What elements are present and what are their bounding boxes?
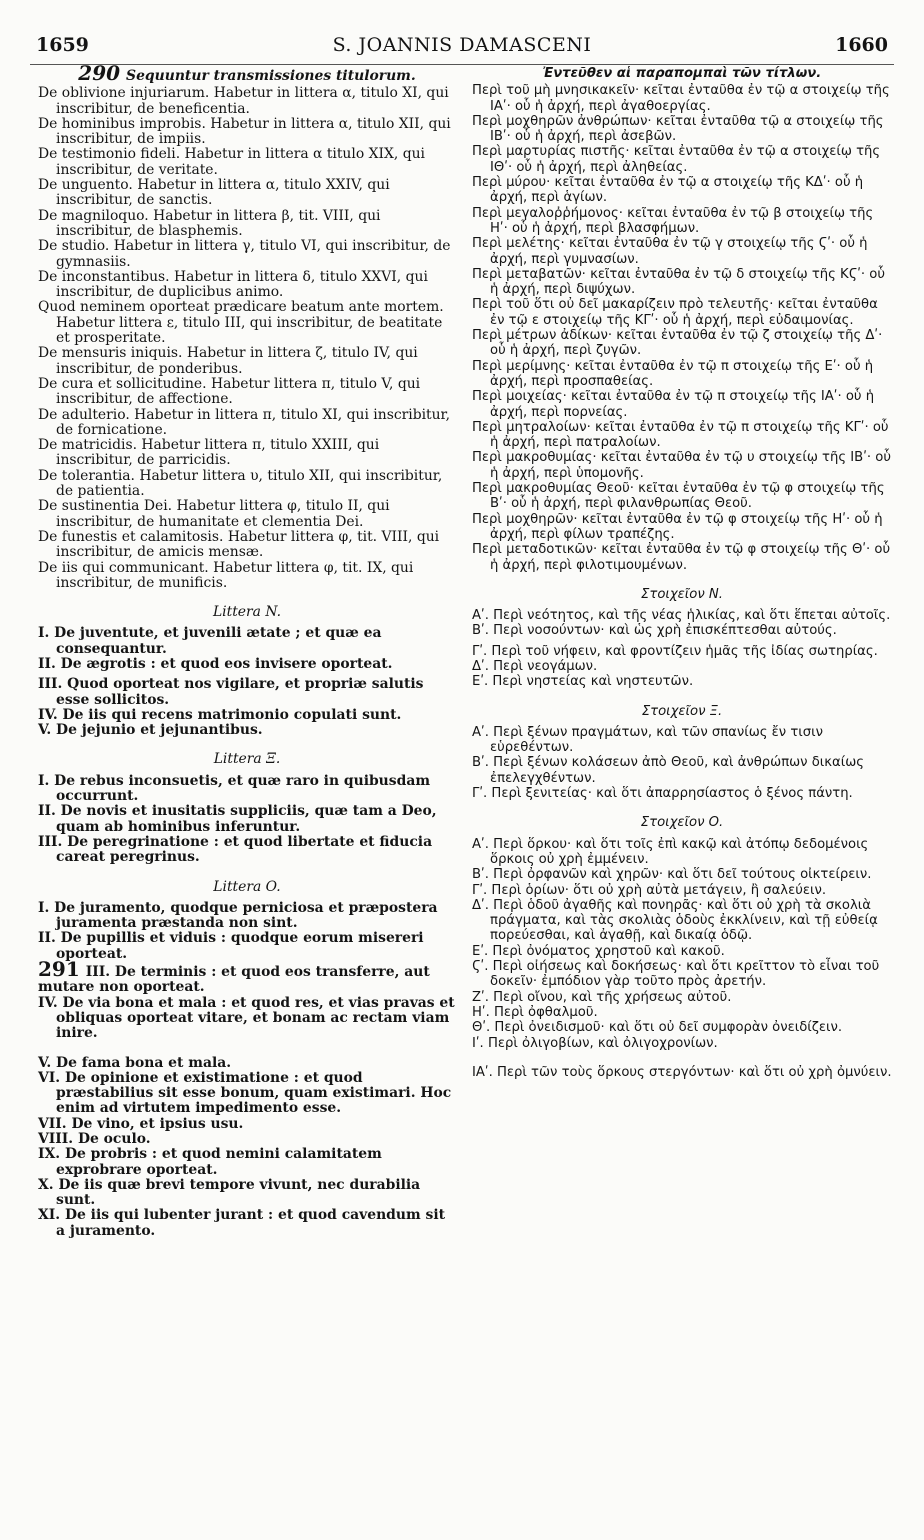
latin-section-o-title: Littera O. <box>213 878 281 895</box>
greek-x-item: Γʹ. Περὶ ξενιτείας· καὶ ὅτι ἀπαρρησίαστος ὁ ξένος πάντη. <box>472 786 853 802</box>
latin-entry: De testimonio fideli. Habetur in littera α titulo XIX, qui inscribitur, de veritate. <box>38 146 425 178</box>
latin-o-item: X. De iis quæ brevi tempore vivunt, nec durabilia sunt. <box>38 1176 421 1209</box>
latin-o-item: IX. De probris : et quod nemini calamitatem exprobrare oporteat. <box>38 1146 382 1178</box>
greek-o-item: Γʹ. Περὶ ὁρίων· ὅτι οὐ χρὴ αὐτὰ μετάγειν, ἢ σαλεύειν. <box>472 882 827 898</box>
greek-entry: Περὶ μέτρων ἀδίκων· κεῖται ἐνταῦθα ἐν τῷ ζ στοιχείῳ τῆς Δʹ· οὗ ἡ ἀρχή, περὶ ζυγῶν. <box>472 328 883 359</box>
greek-o-item: Θʹ. Περὶ ὀνειδισμοῦ· καὶ ὅτι οὐ δεῖ συμφορὰν ὀνειδίζειν. <box>472 1020 843 1036</box>
latin-n-item: I. De juventute, et juvenili ætate ; et quæ ea consequantur. <box>38 625 382 657</box>
greek-n-item: Εʹ. Περὶ νηστείας καὶ νηστευτῶν. <box>472 674 694 690</box>
latin-section-x-title: Littera Ξ. <box>213 751 281 768</box>
greek-entry: Περὶ μοχθηρῶν ἀνθρώπων· κεῖται ἐνταῦθα τῷ α στοιχείῳ τῆς ΙΒʹ· οὗ ἡ ἀρχή, περὶ ἀσεβῶν. <box>472 113 884 145</box>
greek-heading: Ἐντεῦθεν αἱ παραπομπαὶ τῶν τίτλων. <box>542 66 822 81</box>
greek-n-item: Δʹ. Περὶ νεογάμων. <box>472 658 598 674</box>
greek-section-n-title: Στοιχεῖον Ν. <box>641 586 723 602</box>
latin-heading: Sequuntur transmissiones titulorum. <box>126 68 416 84</box>
latin-entry: De matricidis. Habetur littera π, titulo XXIII, qui inscribitur, de parricidis. <box>38 437 380 469</box>
latin-x-item: I. De rebus inconsuetis, et quæ raro in quibusdam occurrunt. <box>38 772 431 805</box>
greek-o-item: Ιʹ. Περὶ ὀλιγοβίων, καὶ ὀλιγοχρονίων. <box>472 1035 718 1051</box>
latin-entry: De iis qui communicant. Habetur littera φ, tit. IX, qui inscribitur, de munificis. <box>38 559 414 591</box>
latin-entry: De funestis et calamitosis. Habetur littera φ, tit. VIII, qui inscribitur, de amicis mensæ. <box>38 528 440 561</box>
greek-o-item: Βʹ. Περὶ ὀρφανῶν καὶ χηρῶν· καὶ ὅτι δεῖ τούτους οἰκτείρειν. <box>472 867 872 883</box>
greek-section-o-title: Στοιχεῖον Ο. <box>640 815 724 831</box>
latin-entry: De cura et sollicitudine. Habetur littera π, titulo V, qui inscribitur, de affectione. <box>38 375 421 408</box>
latin-entry: De adulterio. Habetur in littera π, titulo XI, qui inscribitur, de fornicatione. <box>38 406 451 438</box>
left-page-number: 1659 <box>36 34 89 56</box>
latin-entry: De sustinentia Dei. Habetur littera φ, titulo II, qui inscribitur, de humanitate et clementia Dei. <box>38 498 390 530</box>
latin-entry: Quod neminem oporteat prædicare beatum ante mortem. Habetur littera ε, titulo III, qui inscribitur, de beatitate et prosperitate. <box>38 299 444 347</box>
running-header <box>30 30 894 65</box>
greek-entry: Περὶ μερίμνης· κεῖται ἐνταῦθα ἐν τῷ π στοιχείῳ τῆς Εʹ· οὗ ἡ ἀρχή, περὶ προσπαθείας. <box>472 358 874 389</box>
greek-column <box>472 66 892 1080</box>
latin-o-item: IV. De via bona et mala : et quod res, et vias pravas et obliquas oporteat vitare, et bonam ac rectam viam inire. <box>38 994 455 1042</box>
latin-section-n-title: Littera N. <box>212 604 282 621</box>
greek-entry: Περὶ μύρου· κεῖται ἐνταῦθα ἐν τῷ α στοιχείῳ τῆς ΚΔʹ· οὗ ἡ ἀρχή, περὶ ἁγίων. <box>472 175 864 206</box>
latin-o-item: XI. De iis qui lubenter jurant : et quod cavendum sit a juramento. <box>38 1207 446 1239</box>
latin-entry: De hominibus improbis. Habetur in littera α, titulo XII, qui inscribitur, de impiis. <box>38 115 451 148</box>
latin-column <box>38 61 456 1239</box>
latin-o-item: II. De pupillis et viduis : quodque eorum misereri oporteat. <box>38 930 424 962</box>
latin-n-item: IV. De iis qui recens matrimonio copulati sunt. <box>38 706 402 723</box>
greek-o-item: Ϛʹ. Περὶ οἰήσεως καὶ δοκήσεως· καὶ ὅτι κρεῖττον τὸ εἶναι τοῦ δοκεῖν· ἐμπόδιον γὰρ τοῦτο πρὸς ἀρετήν. <box>472 959 880 990</box>
greek-o-item: Αʹ. Περὶ ὅρκου· καὶ ὅτι τοῖς ἐπὶ κακῷ καὶ ἀτόπῳ δεδομένοις ὅρκοις οὐ χρὴ ἐμμένειν. <box>472 836 869 867</box>
greek-entry: Περὶ μελέτης· κεῖται ἐνταῦθα ἐν τῷ γ στοιχείῳ τῆς Ϛʹ· οὗ ἡ ἀρχή, περὶ γυμνασίων. <box>472 236 868 267</box>
latin-o-item: V. De fama bona et mala. <box>38 1054 232 1071</box>
greek-o-item: Δʹ. Περὶ ὁδοῦ ἀγαθῆς καὶ πονηρᾶς· καὶ ὅτι οὐ χρὴ τὰ σκολιὰ πράγματα, καὶ τὰς σκολιὰς ὁδοὺς ἐκκλίνειν, καὶ τῇ εὐθείᾳ πορεύεσθαι, καὶ ἀγαθῇ, καὶ δικαίᾳ ὁδῷ. <box>472 897 878 944</box>
greek-n-item: Βʹ. Περὶ νοσούντων· καὶ ὡς χρὴ ἐπισκέπτεσθαι αὐτούς. <box>472 623 837 639</box>
greek-x-item: Αʹ. Περὶ ξένων πραγμάτων, καὶ τῶν σπανίως ἔν τισιν εὑρεθέντων. <box>472 724 823 756</box>
latin-entry: De magniloquo. Habetur in littera β, tit. VIII, qui inscribitur, de blasphemis. <box>38 207 381 239</box>
marginal-number-291: 291 <box>38 957 80 982</box>
greek-entry: Περὶ μακροθυμίας· κεῖται ἐνταῦθα ἐν τῷ υ στοιχείῳ τῆς ΙΒʹ· οὗ ἡ ἀρχή, περὶ ὑπομονῆς. <box>472 450 891 481</box>
spacer <box>38 1042 456 1056</box>
latin-entry: De unguento. Habetur in littera α, titulo XXIV, qui inscribitur, de sanctis. <box>38 177 390 209</box>
greek-entry: Περὶ μοχθηρῶν· κεῖται ἐνταῦθα ἐν τῷ φ στοιχείῳ τῆς Ηʹ· οὗ ἡ ἀρχή, περὶ φίλων τραπέζης. <box>472 511 883 542</box>
greek-o-item: Ηʹ. Περὶ ὀφθαλμοῦ. <box>472 1004 598 1020</box>
latin-x-item: III. De peregrinatione : et quod libertate et fiducia careat peregrinus. <box>38 833 433 866</box>
greek-entry: Περὶ μεταβατῶν· κεῖται ἐνταῦθα ἐν τῷ δ στοιχείῳ τῆς ΚϚʹ· οὗ ἡ ἀρχή, περὶ διψύχων. <box>472 266 885 298</box>
greek-o-item: ΙΑʹ. Περὶ τῶν τοὺς ὅρκους στεργόντων· καὶ ὅτι οὐ χρὴ ὀμνύειν. <box>472 1064 892 1080</box>
spacer <box>472 1051 892 1065</box>
latin-entry: De oblivione injuriarum. Habetur in littera α, titulo XI, qui inscribitur, de beneficentia. <box>38 85 449 117</box>
greek-o-item: Εʹ. Περὶ ὀνόματος χρηστοῦ καὶ κακοῦ. <box>472 943 725 959</box>
latin-entry: De studio. Habetur in littera γ, titulo VI, qui inscribitur, de gymnasiis. <box>38 238 451 270</box>
latin-o-item: VII. De vino, et ipsius usu. <box>38 1115 244 1132</box>
greek-n-item: Αʹ. Περὶ νεότητος, καὶ τῆς νέας ἡλικίας, καὶ ὅτι ἕπεται αὐτοῖς. <box>472 608 891 624</box>
latin-o-item: VI. De opinione et existimatione : et quod præstabilius sit esse bonum, quam existimari. Hoc enim ad virtutem impedimento esse. <box>38 1069 452 1117</box>
latin-entry: De inconstantibus. Habetur in littera δ, titulo XXVI, qui inscribitur, de duplicibus animo. <box>38 268 428 301</box>
greek-n-item: Γʹ. Περὶ τοῦ νήφειν, καὶ φροντίζειν ἡμᾶς τῆς ἰδίας σωτηρίας. <box>472 643 878 659</box>
greek-entry: Περὶ μακροθυμίας Θεοῦ· κεῖται ἐνταῦθα ἐν τῷ φ στοιχείῳ τῆς Βʹ· οὗ ἡ ἀρχή, περὶ φιλανθρωπίας Θεοῦ. <box>472 481 885 512</box>
greek-entry: Περὶ μεγαλοῤῥήμονος· κεῖται ἐνταῦθα ἐν τῷ β στοιχείῳ τῆς Ηʹ· οὗ ἡ ἀρχή, περὶ βλασφήμων. <box>472 205 874 236</box>
latin-o-item-row-291 <box>38 957 456 996</box>
latin-entry: De tolerantia. Habetur littera υ, titulo XII, qui inscribitur, de patientia. <box>38 467 443 500</box>
greek-entry: Περὶ μαρτυρίας πιστῆς· κεῖται ἐνταῦθα ἐν τῷ α στοιχείῳ τῆς ΙΘʹ· οὗ ἡ ἀρχή, περὶ ἀληθείας. <box>472 144 881 175</box>
greek-entry: Περὶ μητραλοίων· κεῖται ἐνταῦθα ἐν τῷ π στοιχείῳ τῆς ΚΓʹ· οὗ ἡ ἀρχή, περὶ πατραλοίων. <box>472 419 889 451</box>
greek-entry: Περὶ τοῦ μὴ μνησικακεῖν· κεῖται ἐνταῦθα ἐν τῷ α στοιχείῳ τῆς ΙΑʹ· οὗ ἡ ἀρχή, περὶ ἀγαθοεργίας. <box>472 83 890 114</box>
latin-n-item: III. Quod oporteat nos vigilare, et propriæ salutis esse sollicitos. <box>38 676 424 708</box>
latin-x-item: II. De novis et inusitatis suppliciis, quæ tam a Deo, quam ab hominibus inferuntur. <box>38 803 437 835</box>
latin-o-item: I. De juramento, quodque perniciosa et præpostera juramenta præstanda non sint. <box>38 899 438 932</box>
greek-x-item: Βʹ. Περὶ ξένων κολάσεων ἀπὸ Θεοῦ, καὶ ἀνθρώπων δικαίως ἐπελεγχθέντων. <box>472 755 864 786</box>
greek-o-item: Ζʹ. Περὶ οἴνου, καὶ τῆς χρήσεως αὐτοῦ. <box>472 989 732 1005</box>
greek-section-x-title: Στοιχεῖον Ξ. <box>641 703 723 719</box>
right-page-number: 1660 <box>835 34 888 56</box>
latin-n-item: II. De ægrotis : et quod eos invisere oporteat. <box>38 655 393 672</box>
latin-n-item: V. De jejunio et jejunantibus. <box>38 722 263 739</box>
greek-entry: Περὶ μοιχείας· κεῖται ἐνταῦθα ἐν τῷ π στοιχείῳ τῆς ΙΑʹ· οὗ ἡ ἀρχή, περὶ πορνείας. <box>472 389 875 420</box>
latin-entry: De mensuris iniquis. Habetur in littera ζ, titulo IV, qui inscribitur, de ponderibus. <box>38 345 418 377</box>
marginal-number-290: 290 <box>78 61 121 85</box>
latin-o-item: VIII. De oculo. <box>38 1131 151 1147</box>
greek-entry: Περὶ τοῦ ὅτι οὐ δεῖ μακαρίζειν πρὸ τελευτῆς· κεῖται ἐνταῦθα ἐν τῷ ε στοιχείῳ τῆς ΚΓʹ· οὗ ἡ ἀρχή, περὶ εὐδαιμονίας. <box>472 297 878 328</box>
running-title: S. JOANNIS DAMASCENI <box>332 34 592 56</box>
greek-entry: Περὶ μεταδοτικῶν· κεῖται ἐνταῦθα ἐν τῷ φ στοιχείῳ τῆς Θʹ· οὗ ἡ ἀρχή, περὶ φιλοτιμουμένων. <box>472 542 891 573</box>
latin-o-item: III. De terminis : et quod eos transferre, aut mutare non oporteat. <box>38 964 430 996</box>
latin-heading-row <box>38 61 456 85</box>
